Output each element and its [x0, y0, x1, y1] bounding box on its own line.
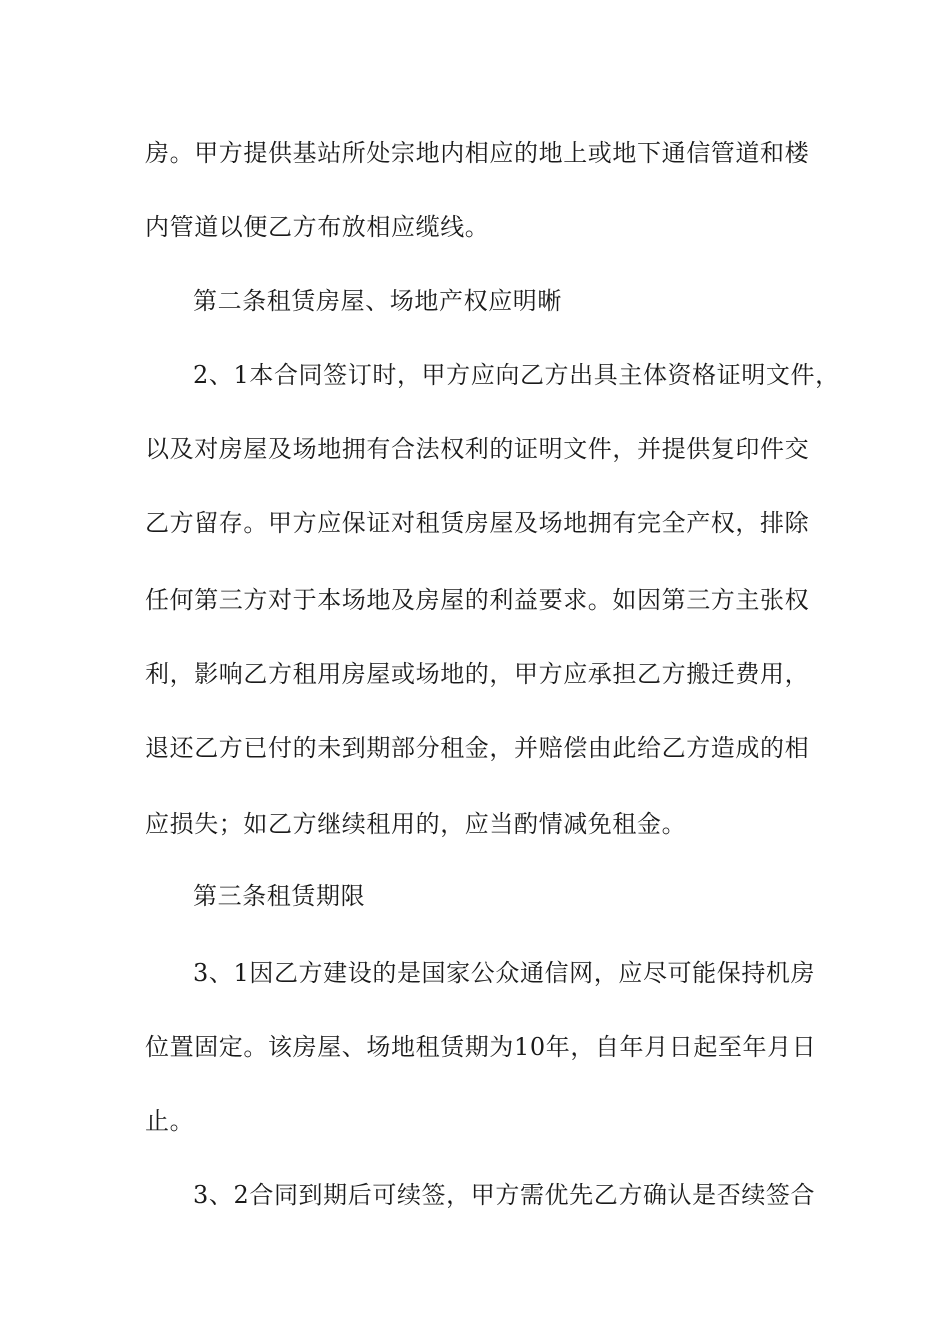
text-line: 3、1因乙方建设的是国家公众通信网，应尽可能保持机房: [193, 959, 816, 987]
text-line: 乙方留存。甲方应保证对租赁房屋及场地拥有完全产权，排除: [145, 509, 810, 537]
text-line: 位置固定。该房屋、场地租赁期为10年，自年月日起至年月日: [145, 1033, 817, 1061]
text-line: 应损失；如乙方继续租用的，应当酌情减免租金。: [145, 810, 687, 838]
text-line: 房。甲方提供基站所处宗地内相应的地上或地下通信管道和楼: [145, 139, 810, 167]
text-line: 止。: [145, 1107, 195, 1135]
text-line: 利，影响乙方租用房屋或场地的，甲方应承担乙方搬迁费用，: [145, 660, 810, 688]
text-line: 退还乙方已付的未到期部分租金，并赔偿由此给乙方造成的相: [145, 734, 810, 762]
section-heading: 第二条租赁房屋、场地产权应明晰: [193, 287, 562, 315]
text-line: 2、1本合同签订时，甲方应向乙方出具主体资格证明文件，: [193, 361, 840, 389]
text-line: 内管道以便乙方布放相应缆线。: [145, 213, 490, 241]
section-heading: 第三条租赁期限: [193, 882, 366, 910]
text-line: 以及对房屋及场地拥有合法权利的证明文件，并提供复印件交: [145, 435, 810, 463]
text-line: 3、2合同到期后可续签，甲方需优先乙方确认是否续签合: [193, 1181, 816, 1209]
text-line: 任何第三方对于本场地及房屋的利益要求。如因第三方主张权: [145, 586, 810, 614]
